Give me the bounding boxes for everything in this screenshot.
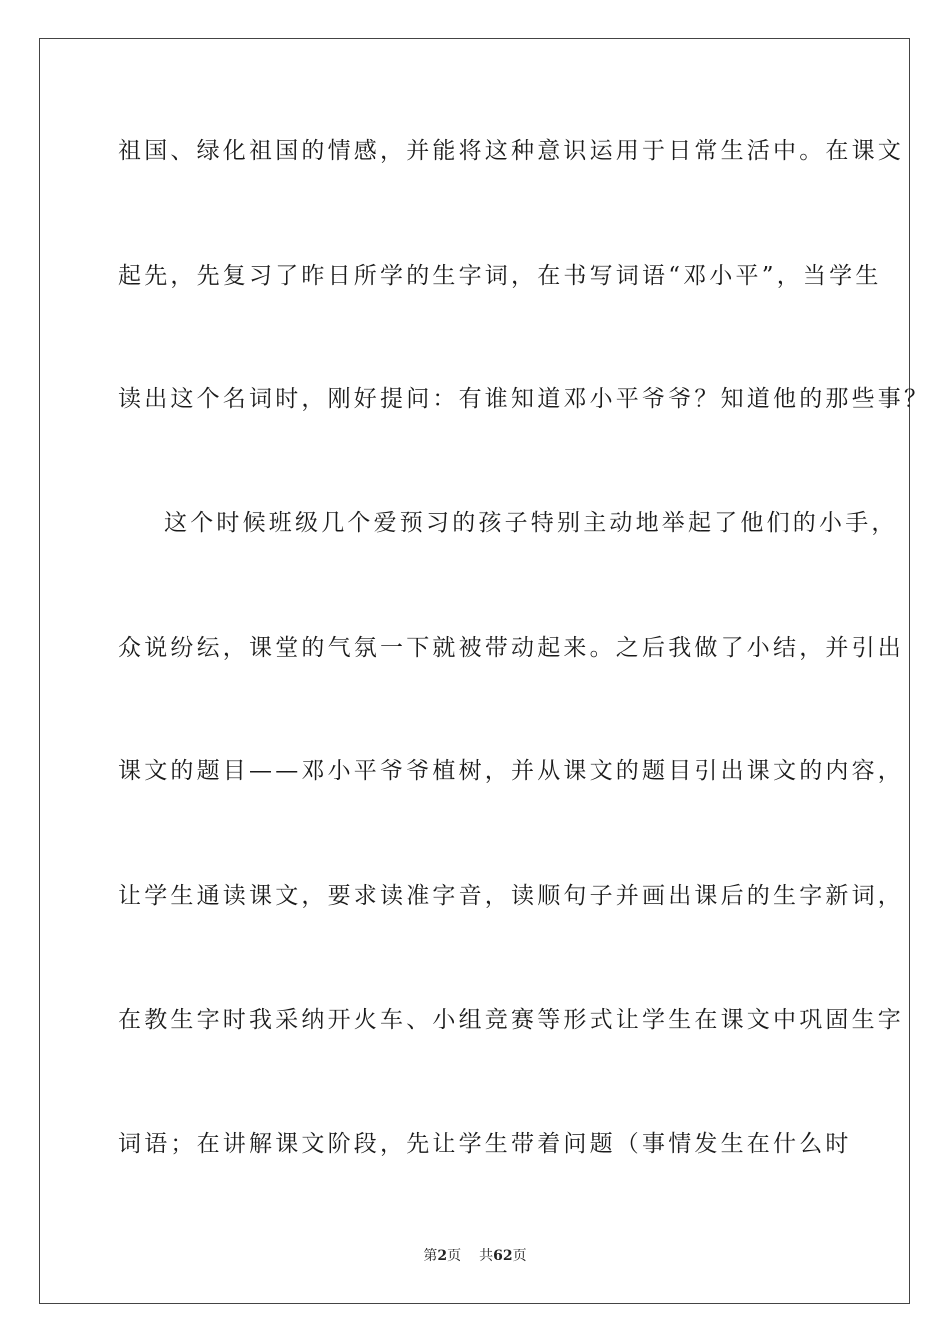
footer-page-number: 2	[437, 1248, 448, 1264]
body-line-2: 起先，先复习了昨日所学的生字词，在书写词语“邓小平”，当学生	[118, 263, 882, 289]
body-line-8: 在教生字时我采纳开火车、小组竞赛等形式让学生在课文中巩固生字	[118, 1007, 904, 1033]
body-line-4: 这个时候班级几个爱预习的孩子特别主动地举起了他们的小手，	[164, 510, 898, 536]
footer-total-prefix: 共	[479, 1248, 494, 1264]
page-border	[39, 38, 931, 1304]
page-footer	[0, 1246, 950, 1266]
body-line-1: 祖国、绿化祖国的情感，并能将这种意识运用于日常生活中。在课文	[118, 138, 904, 164]
body-line-7: 让学生通读课文，要求读准字音，读顺句子并画出课后的生字新词，	[118, 883, 904, 909]
body-line-5: 众说纷纭，课堂的气氛一下就被带动起来。之后我做了小结，并引出	[118, 635, 904, 661]
footer-page-suffix: 页	[447, 1248, 462, 1264]
footer-total-suffix: 页	[512, 1248, 527, 1264]
body-line-6: 课文的题目——邓小平爷爷植树，并从课文的题目引出课文的内容，	[118, 758, 904, 784]
body-line-3: 读出这个名词时，刚好提问：有谁知道邓小平爷爷？知道他的那些事？	[118, 386, 931, 412]
body-line-9: 词语；在讲解课文阶段，先让学生带着问题（事情发生在什么时	[118, 1131, 852, 1157]
footer-page-prefix: 第	[423, 1248, 438, 1264]
footer-total-pages: 62	[493, 1248, 513, 1264]
